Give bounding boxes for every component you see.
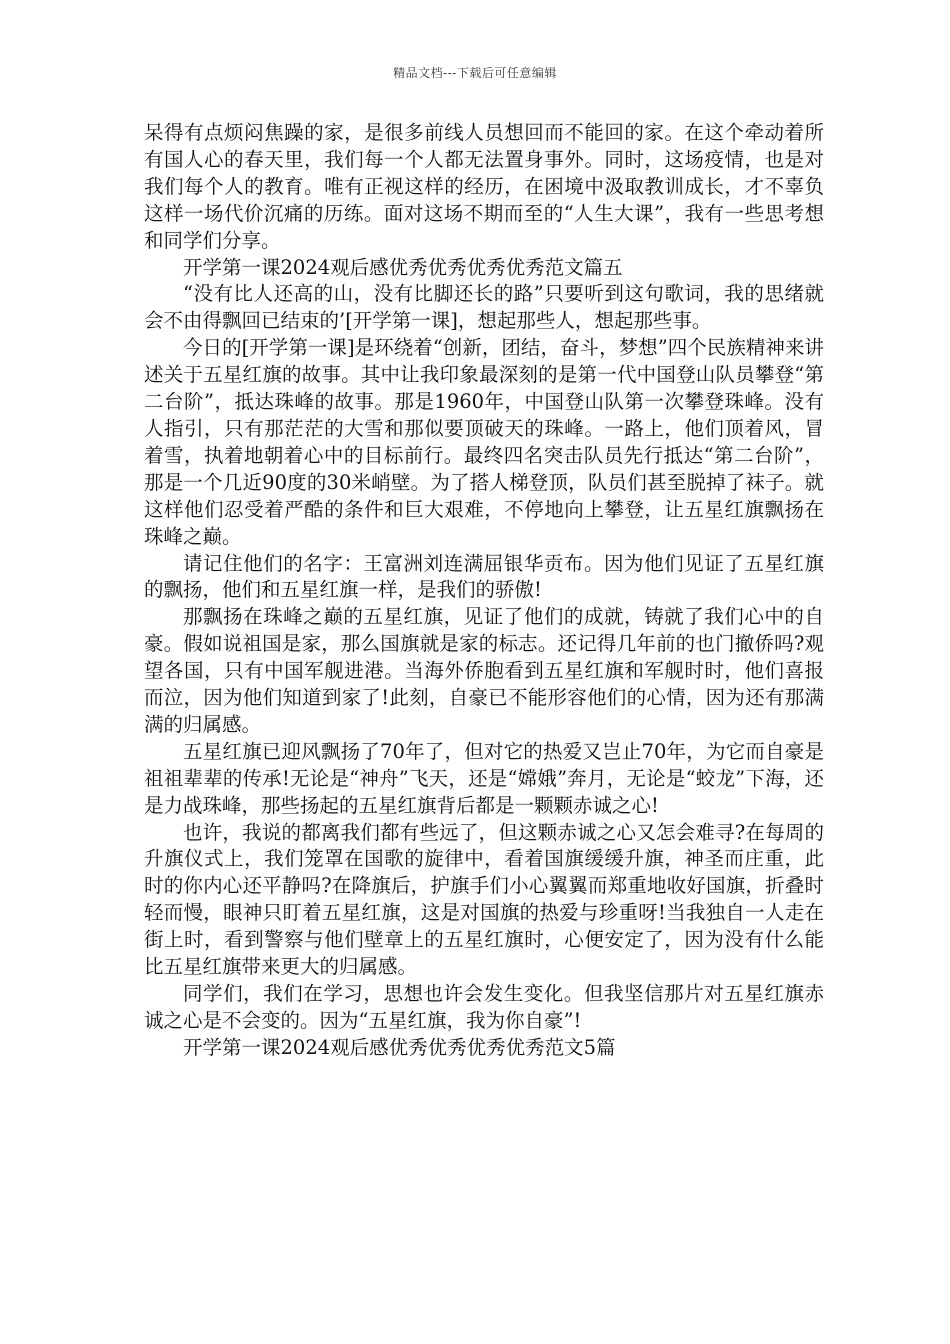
paragraph: 同学们，我们在学习，思想也许会发生变化。但我坚信那片对五星红旗赤诚之心是不会变的。因为“五星红旗，我为你自豪”! (144, 982, 824, 1032)
paragraph: 呆得有点烦闷焦躁的家，是很多前线人员想回而不能回的家。在这个牵动着所有国人心的春天里，我们每一个人都无法置身事外。同时，这场疫情，也是对我们每个人的教育。唯有正视这样的经历，在困境中汲取教训成长，才不辜负这样一场代价沉痛的历练。面对这场不期而至的“人生大课”，我有一些思考想和同学们分享。 (144, 121, 824, 252)
paragraph: 五星红旗已迎风飘扬了70年了，但对它的热爱又岂止70年，为它而自豪是祖祖辈辈的传承!无论是“神舟”飞天，还是“嫦娥”奔月，无论是“蛟龙”下海，还是力战珠峰，那些扬起的五星红旗背后都是一颗颗赤诚之心! (144, 739, 824, 817)
paragraph: 请记住他们的名字：王富洲刘连满屈银华贡布。因为他们见证了五星红旗的飘扬，他们和五星红旗一样，是我们的骄傲! (144, 551, 824, 602)
paragraph: 那飘扬在珠峰之巅的五星红旗，见证了他们的成就，铸就了我们心中的自豪。假如说祖国是家，那么国旗就是家的标志。还记得几年前的也门撤侨吗?观望各国，只有中国军舰进港。当海外侨胞看到五星红旗和军舰时时，他们喜报而泣，因为他们知道到家了!此刻，自豪已不能形容他们的心情，因为还有那满满的归属感。 (144, 605, 824, 736)
section-title: 开学第一课2024观后感优秀优秀优秀优秀范文5篇 (183, 1035, 616, 1059)
page-header: 精品文档---下载后可任意编辑 (393, 66, 557, 80)
section-title: 开学第一课2024观后感优秀优秀优秀优秀范文篇五 (183, 255, 623, 279)
paragraph: 也许，我说的都离我们都有些远了，但这颗赤诚之心又怎会难寻?在每周的升旗仪式上，我们笼罩在国歌的旋律中，看着国旗缓缓升旗，神圣而庄重，此时的你内心还平静吗?在降旗后，护旗手们小心翼翼而郑重地收好国旗，折叠时轻而慢，眼神只盯着五星红旗，这是对国旗的热爱与珍重呀!当我独自一人走在街上时，看到警察与他们壁章上的五星红旗时，心便安定了，因为没有什么能比五星红旗带来更大的归属感。 (144, 820, 824, 979)
paragraph: “没有比人还高的山，没有比脚还长的路”只要听到这句歌词，我的思绪就会不由得飘回已结束的’[开学第一课]，想起那些人，想起那些事。 (144, 282, 824, 333)
document-body (144, 120, 824, 1062)
paragraph: 今日的[开学第一课]是环绕着“创新，团结，奋斗，梦想”四个民族精神来讲述关于五星红旗的故事。其中让我印象最深刻的是第一代中国登山队员攀登“第二台阶”，抵达珠峰的故事。那是1960年，中国登山队第一次攀登珠峰。没有人指引，只有那茫茫的大雪和那似要顶破天的珠峰。一路上，他们顶着风，冒着雪，执着地朝着心中的目标前行。最终四名突击队员先行抵达“第二台阶”，那是一个几近90度的30米峭壁。为了搭人梯登顶，队员们甚至脱掉了袜子。就这样他们忍受着严酷的条件和巨大艰难，不停地向上攀登，让五星红旗飘扬在珠峰之巅。 (144, 336, 824, 548)
